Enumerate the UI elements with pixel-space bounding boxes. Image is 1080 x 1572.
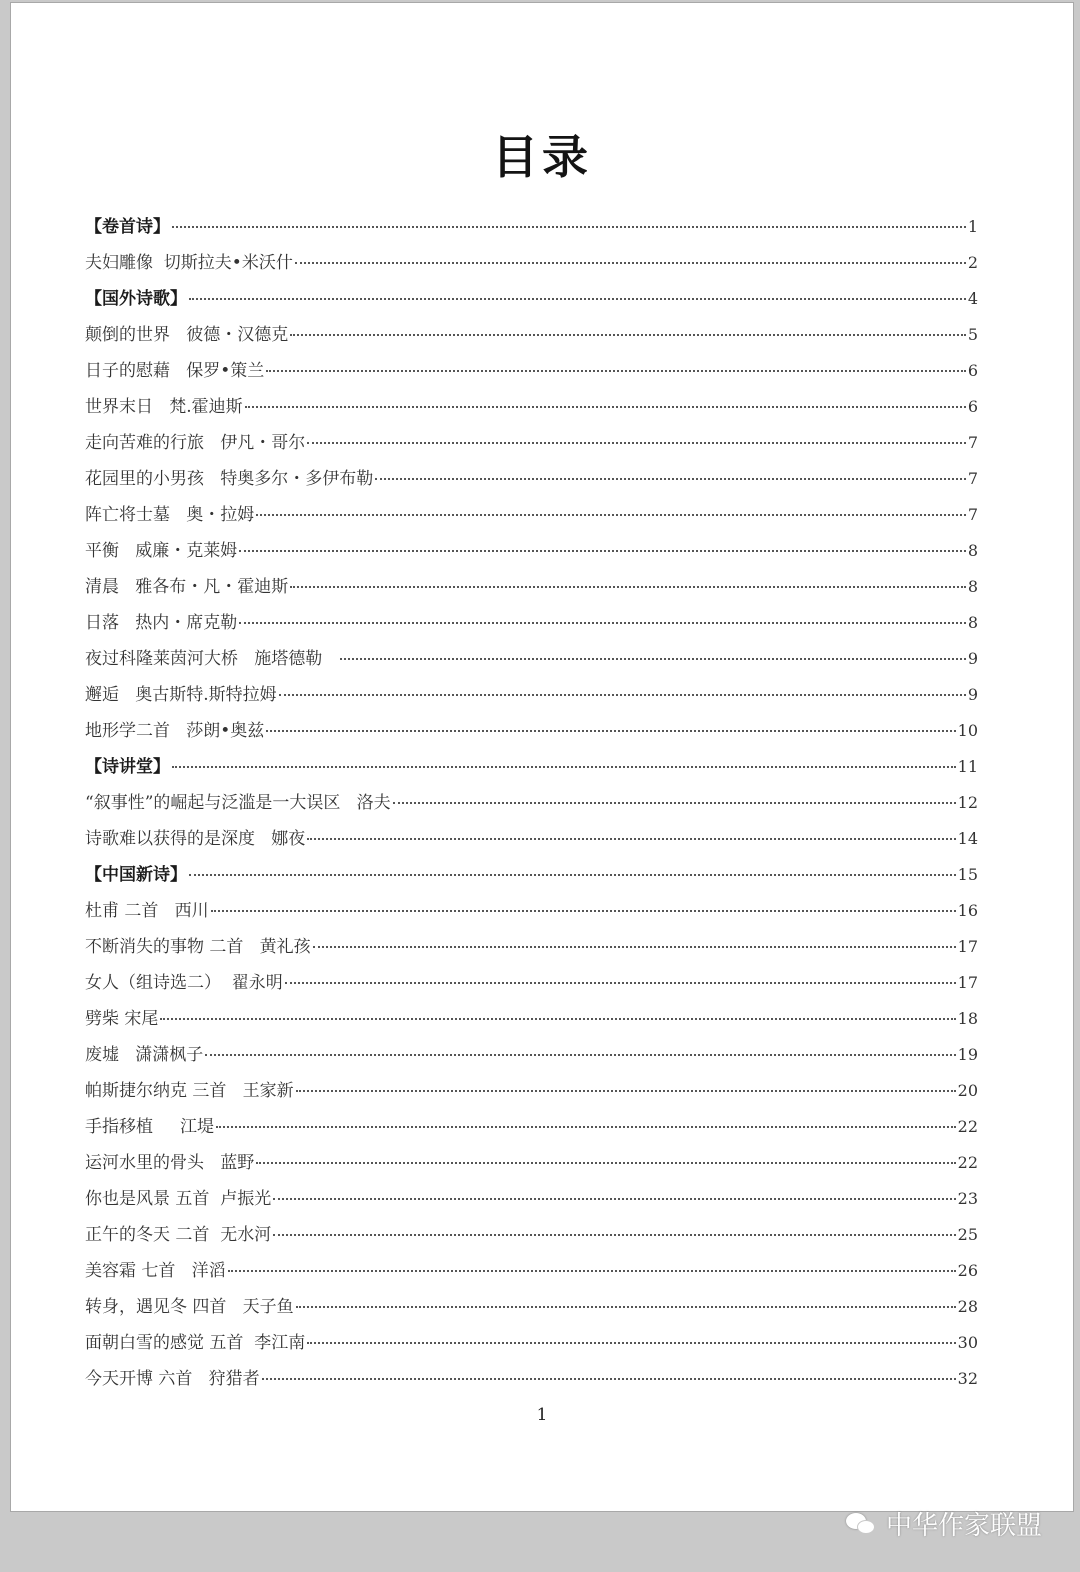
dot-leader xyxy=(313,946,956,948)
dot-leader xyxy=(245,406,966,408)
toc-page-number: 17 xyxy=(957,973,978,992)
toc-entry-title: 正午的冬天 二首 无水河 xyxy=(85,1225,272,1245)
dot-leader xyxy=(375,478,966,480)
toc-page-number: 17 xyxy=(957,937,978,956)
toc-entry-title: 夜过科隆莱茵河大桥 施塔德勒 xyxy=(85,649,339,669)
toc-entry[interactable] xyxy=(85,1001,978,1037)
toc-entry[interactable] xyxy=(85,1073,978,1109)
toc-entry[interactable] xyxy=(85,677,978,713)
dot-leader xyxy=(296,1306,956,1308)
dot-leader xyxy=(205,1054,955,1056)
toc-entry-title: 你也是风景 五首 卢振光 xyxy=(85,1189,272,1209)
dot-leader xyxy=(211,910,956,912)
toc-entry[interactable] xyxy=(85,1289,978,1325)
toc-page-number: 7 xyxy=(967,433,978,452)
toc-page-number: 18 xyxy=(957,1009,978,1028)
toc-page-number: 14 xyxy=(957,829,978,848)
toc-entry[interactable] xyxy=(85,713,978,749)
toc-entry[interactable] xyxy=(85,605,978,641)
toc-entry-title: 今天开博 六首 狩猎者 xyxy=(85,1369,260,1389)
toc-entry-title: “叙事性”的崛起与泛滥是一大误区 洛夫 xyxy=(85,793,391,813)
toc-page-number: 10 xyxy=(957,721,978,740)
dot-leader xyxy=(340,658,965,660)
page-title: 目录 xyxy=(492,130,592,184)
toc-entry-title: 【中国新诗】 xyxy=(85,865,187,885)
toc-page-number: 8 xyxy=(967,577,978,596)
document-page xyxy=(10,2,1074,1512)
dot-leader xyxy=(239,622,966,624)
toc-entry-title: 手指移植 江堤 xyxy=(85,1117,215,1137)
toc-entry[interactable] xyxy=(85,929,978,965)
dot-leader xyxy=(256,514,966,516)
toc-entry[interactable] xyxy=(85,317,978,353)
dot-leader xyxy=(279,694,966,696)
toc-entry-title: 诗歌难以获得的是深度 娜夜 xyxy=(85,829,306,849)
page-number: 1 xyxy=(536,1405,548,1425)
table-of-contents xyxy=(85,209,978,1397)
toc-entry[interactable] xyxy=(85,1145,978,1181)
toc-page-number: 12 xyxy=(957,793,978,812)
toc-page-number: 6 xyxy=(967,397,978,416)
toc-entry-title: 阵亡将士墓 奥・拉姆 xyxy=(85,505,255,525)
toc-page-number: 7 xyxy=(967,469,978,488)
dot-leader xyxy=(307,838,955,840)
toc-page-number: 26 xyxy=(957,1261,978,1280)
toc-entry[interactable] xyxy=(85,245,978,281)
dot-leader xyxy=(256,1162,955,1164)
dot-leader xyxy=(273,1198,955,1200)
toc-entry-title: 帕斯捷尔纳克 三首 王家新 xyxy=(85,1081,294,1101)
toc-entry-title: 夫妇雕像 切斯拉夫•米沃什 xyxy=(85,253,293,273)
toc-page-number: 23 xyxy=(957,1189,978,1208)
toc-entry[interactable] xyxy=(85,821,978,857)
toc-entry[interactable] xyxy=(85,1325,978,1361)
toc-entry[interactable] xyxy=(85,1181,978,1217)
toc-entry-title: 清晨 雅各布・凡・霍迪斯 xyxy=(85,577,289,597)
dot-leader xyxy=(239,550,966,552)
toc-section-heading[interactable] xyxy=(85,281,978,317)
toc-entry-title: 女人（组诗选二） 翟永明 xyxy=(85,973,283,993)
toc-entry-title: 美容霜 七首 洋滔 xyxy=(85,1261,226,1281)
toc-section-heading[interactable] xyxy=(85,857,978,893)
toc-page-number: 19 xyxy=(957,1045,978,1064)
toc-entry-title: 日子的慰藉 保罗•策兰 xyxy=(85,361,265,381)
toc-page-number: 15 xyxy=(957,865,978,884)
toc-entry-title: 杜甫 二首 西川 xyxy=(85,901,209,921)
toc-page-number: 32 xyxy=(957,1369,978,1388)
dot-leader xyxy=(290,334,966,336)
toc-section-heading[interactable] xyxy=(85,749,978,785)
toc-entry-title: 劈柴 宋尾 xyxy=(85,1009,159,1029)
toc-entry[interactable] xyxy=(85,1253,978,1289)
dot-leader xyxy=(296,1090,956,1092)
toc-entry[interactable] xyxy=(85,1109,978,1145)
toc-entry-title: 面朝白雪的感觉 五首 李江南 xyxy=(85,1333,306,1353)
toc-entry-title: 颠倒的世界 彼德・汉德克 xyxy=(85,325,289,345)
toc-entry-title: 不断消失的事物 二首 黄礼孩 xyxy=(85,937,311,957)
toc-entry[interactable] xyxy=(85,641,978,677)
toc-entry-title: 转身，遇见冬 四首 天子鱼 xyxy=(85,1297,294,1317)
dot-leader xyxy=(189,874,956,876)
watermark-label: 中华作家联盟 xyxy=(885,1511,1042,1541)
toc-page-number: 20 xyxy=(957,1081,978,1100)
toc-entry[interactable] xyxy=(85,461,978,497)
toc-entry-title: 【国外诗歌】 xyxy=(85,289,187,309)
toc-entry[interactable] xyxy=(85,893,978,929)
dot-leader xyxy=(189,298,966,300)
toc-page-number: 30 xyxy=(957,1333,978,1352)
toc-entry[interactable] xyxy=(85,533,978,569)
watermark xyxy=(846,1505,1042,1542)
dot-leader xyxy=(266,730,955,732)
toc-entry-title: 地形学二首 莎朗•奥兹 xyxy=(85,721,265,741)
toc-page-number: 2 xyxy=(967,253,978,272)
dot-leader xyxy=(393,802,956,804)
toc-page-number: 16 xyxy=(957,901,978,920)
dot-leader xyxy=(307,442,966,444)
toc-entry[interactable] xyxy=(85,425,978,461)
dot-leader xyxy=(216,1126,956,1128)
toc-page-number: 11 xyxy=(957,757,978,776)
toc-entry[interactable] xyxy=(85,389,978,425)
dot-leader xyxy=(262,1378,956,1380)
toc-section-heading[interactable] xyxy=(85,209,978,245)
dot-leader xyxy=(307,1342,955,1344)
dot-leader xyxy=(160,1018,955,1020)
toc-entry-title: 花园里的小男孩 特奥多尔・多伊布勒 xyxy=(85,469,374,489)
toc-entry-title: 平衡 威廉・克莱姆 xyxy=(85,541,238,561)
toc-entry-title: 运河水里的骨头 蓝野 xyxy=(85,1153,255,1173)
toc-entry-title: 【诗讲堂】 xyxy=(85,757,170,777)
toc-entry[interactable] xyxy=(85,1217,978,1253)
toc-page-number: 9 xyxy=(967,649,978,668)
toc-page-number: 8 xyxy=(967,613,978,632)
toc-entry[interactable] xyxy=(85,1361,978,1397)
toc-entry-title: 邂逅 奥古斯特.斯特拉姆 xyxy=(85,685,277,705)
dot-leader xyxy=(273,1234,955,1236)
toc-page-number: 4 xyxy=(967,289,978,308)
dot-leader xyxy=(266,370,966,372)
toc-entry-title: 世界末日 梵.霍迪斯 xyxy=(85,397,243,417)
toc-entry[interactable] xyxy=(85,1037,978,1073)
dot-leader xyxy=(172,766,956,768)
toc-entry-title: 废墟 潇潇枫子 xyxy=(85,1045,204,1065)
dot-leader xyxy=(285,982,956,984)
toc-entry[interactable] xyxy=(85,965,978,1001)
toc-page-number: 25 xyxy=(957,1225,978,1244)
toc-page-number: 5 xyxy=(967,325,978,344)
toc-page-number: 22 xyxy=(957,1117,978,1136)
toc-page-number: 22 xyxy=(957,1153,978,1172)
toc-page-number: 6 xyxy=(967,361,978,380)
toc-entry[interactable] xyxy=(85,353,978,389)
toc-entry[interactable] xyxy=(85,569,978,605)
toc-page-number: 28 xyxy=(957,1297,978,1316)
toc-page-number: 9 xyxy=(967,685,978,704)
toc-entry[interactable] xyxy=(85,785,978,821)
toc-page-number: 8 xyxy=(967,541,978,560)
toc-entry-title: 【卷首诗】 xyxy=(85,217,170,237)
toc-entry-title: 走向苦难的行旅 伊凡・哥尔 xyxy=(85,433,306,453)
wechat-icon xyxy=(846,1511,876,1537)
dot-leader xyxy=(290,586,966,588)
toc-page-number: 7 xyxy=(967,505,978,524)
dot-leader xyxy=(172,226,966,228)
dot-leader xyxy=(228,1270,956,1272)
dot-leader xyxy=(295,262,966,264)
toc-entry-title: 日落 热内・席克勒 xyxy=(85,613,238,633)
toc-page-number: 1 xyxy=(967,217,978,236)
toc-entry[interactable] xyxy=(85,497,978,533)
